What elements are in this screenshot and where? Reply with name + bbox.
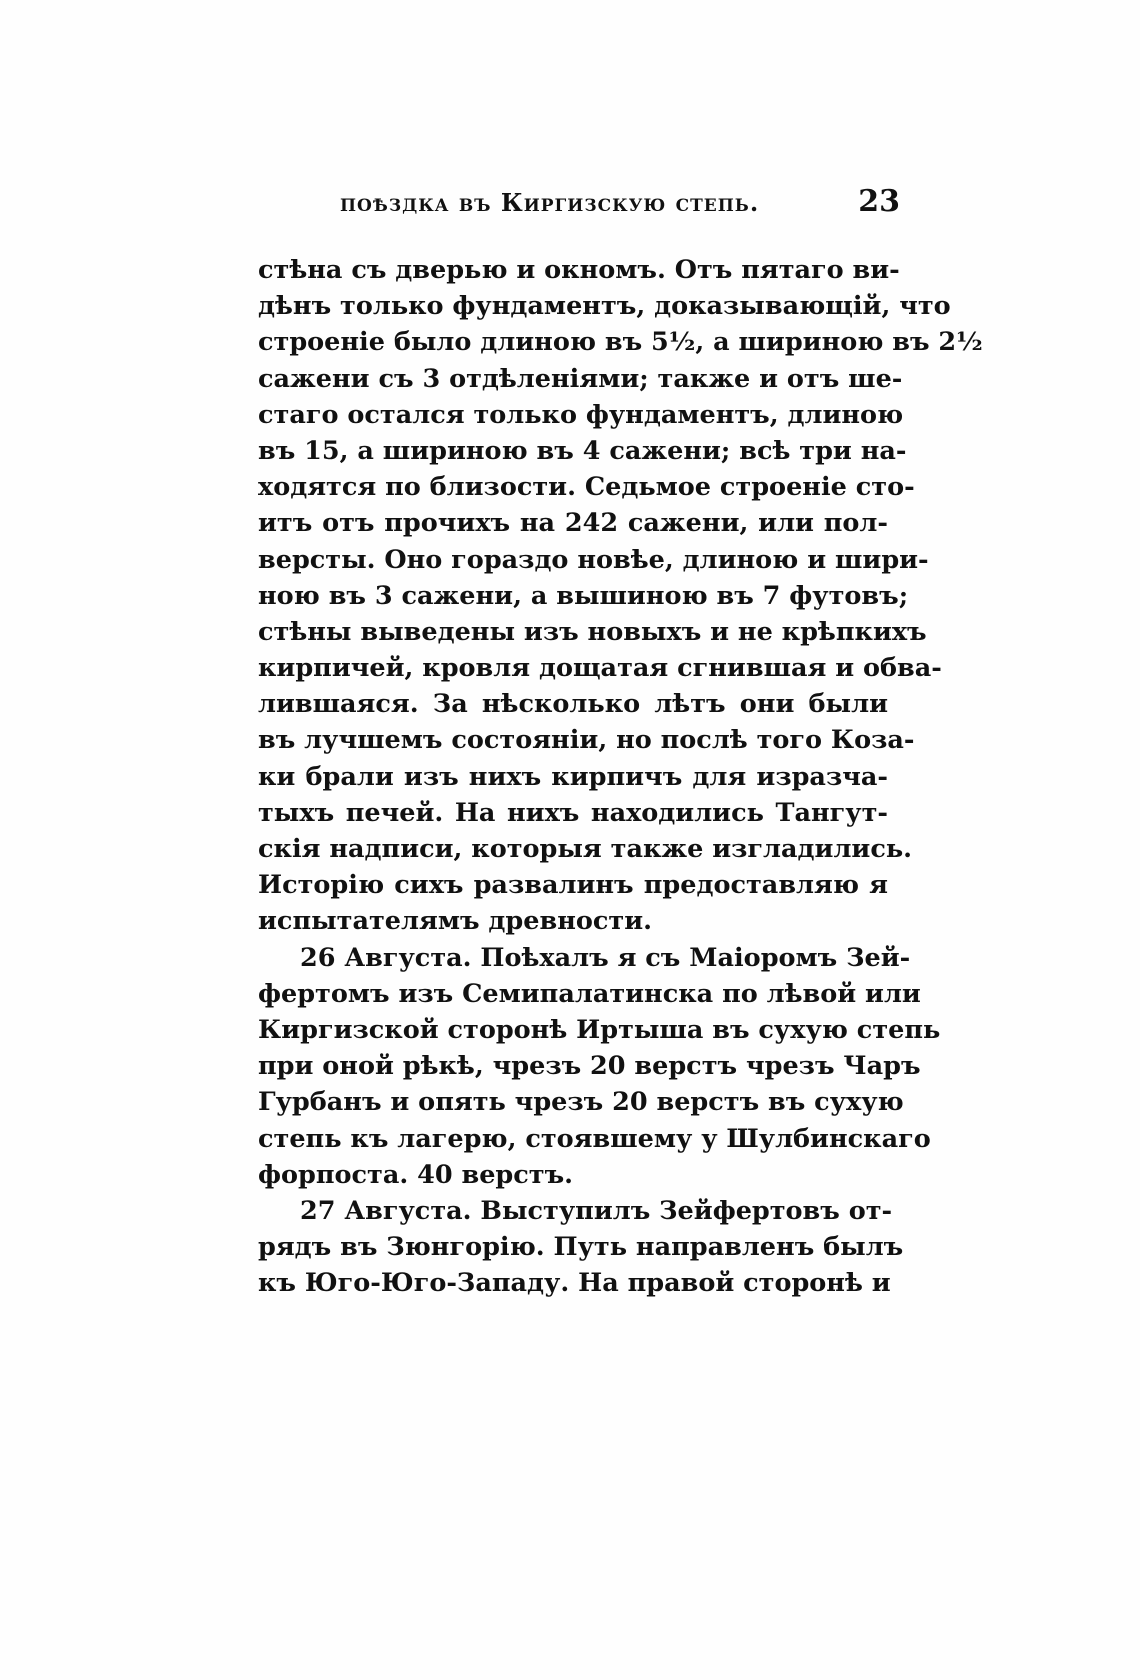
text-line: стѣна съ дверью и окномъ. Отъ пятаго ви- [258,255,900,285]
page-header [340,180,900,220]
text-line: стаго остался только фундаментъ, длиною [258,399,904,430]
text-line: въ 15, а шириною въ 4 сажени; всѣ три на- [258,435,907,466]
text-line: Исторію сихъ развалинъ предоставляю я [258,870,888,901]
text-line: дѣнъ только фундаментъ, доказывающій, что [258,291,951,322]
text-line: форпоста. 40 верстъ. [258,1159,574,1190]
text-line: испытателямъ древности. [258,906,652,937]
text-line: въ лучшемъ состояніи, но послѣ того Коза- [258,725,915,756]
text-line: къ Юго-Юго-Западу. На правой сторонѣ и [258,1268,891,1299]
body-text [258,252,983,1301]
text-line: фертомъ изъ Семипалатинска по лѣвой или [258,978,921,1009]
text-line: скія надписи, которыя также изгладились. [258,834,913,864]
text-line: 26 Августа. Поѣхалъ я съ Маіоромъ Зей- [300,942,911,973]
text-line: версты. Оно гораздо новѣе, длиною и шири- [258,544,929,575]
text-line: Гурбанъ и опять чрезъ 20 верстъ въ сухую [258,1087,904,1118]
text-line: 27 Августа. Выступилъ Зейфертовъ от- [300,1195,893,1226]
text-line: лившаяся. За нѣсколько лѣтъ они были [258,689,888,720]
text-line: кирпичей, кровля дощатая сгнившая и обва- [258,653,942,684]
text-line: Киргизской сторонѣ Иртыша въ сухую степь [258,1014,941,1045]
text-line: степь къ лагерю, стоявшему у Шулбинскаго [258,1123,931,1154]
running-head: поѣздка въ Киргизскую степь. [340,188,760,217]
text-line: итъ отъ прочихъ на 242 сажени, или пол- [258,508,888,539]
text-line: ки брали изъ нихъ кирпичъ для изразча- [258,761,888,792]
text-line: при оной рѣкѣ, чрезъ 20 верстъ чрезъ Чаръ [258,1051,921,1082]
text-line: ходятся по близости. Седьмое строеніе сто- [258,472,915,503]
text-line: сажени съ 3 отдѣленіями; также и отъ ше- [258,363,903,394]
text-line: строеніе было длиною въ 5½, а шириною въ 2½ [258,327,983,358]
text-line: стѣны выведены изъ новыхъ и не крѣпкихъ [258,616,927,647]
text-line: ною въ 3 сажени, а вышиною въ 7 футовъ; [258,580,909,611]
text-line: рядъ въ Зюнгорію. Путь направленъ былъ [258,1232,904,1263]
text-line: тыхъ печей. На нихъ находились Тангут- [258,797,888,828]
page-number: 23 [858,184,900,219]
